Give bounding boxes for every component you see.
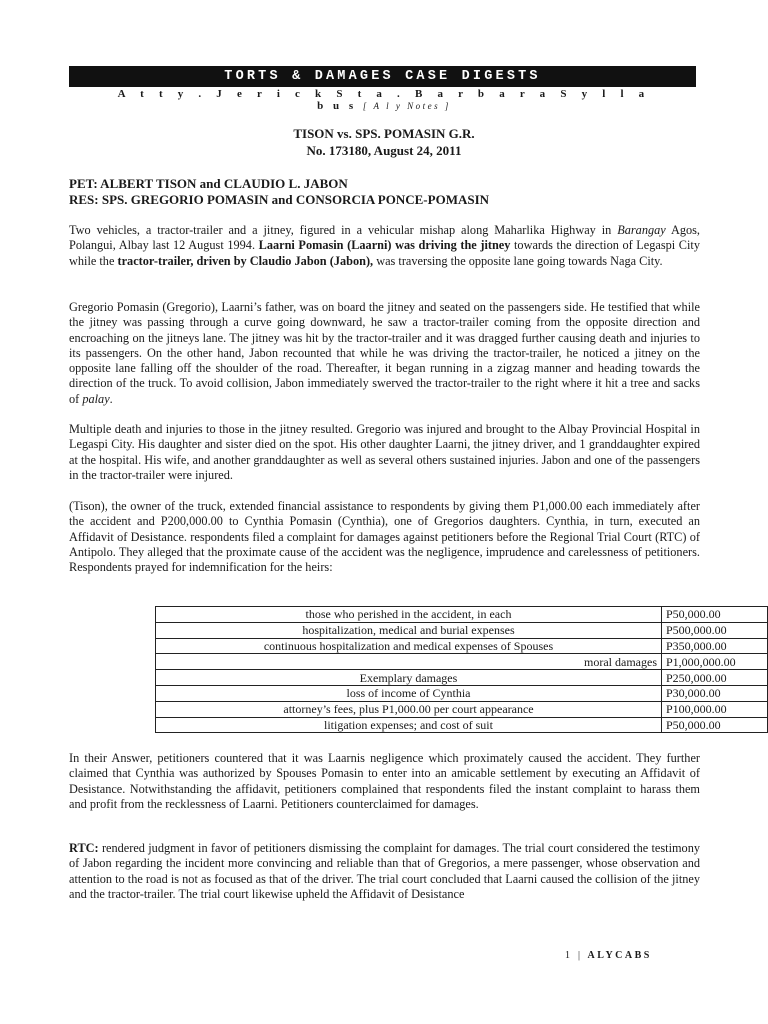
damage-item: moral damages (156, 654, 662, 670)
rtc-label: RTC: (69, 841, 99, 855)
table-row (156, 685, 768, 701)
author-line-1: A t t y . J e r i c k S t a . B a r b a r a S y l l a (117, 88, 651, 100)
damage-amount: P1,000,000.00 (662, 654, 768, 670)
author-notes: [ A l y Notes ] (362, 101, 451, 111)
page-number: 1 (565, 950, 570, 961)
paragraph-facts-3: Multiple death and injuries to those in the jitney resulted. Gregorio was injured and brought to the Albay Provincial Hospital in Legaspi City. His daughter and sister died on the spot. His other daughter Laarni, the jitney driver, and 1 granddaughter expired at the hospital. His wife, and another granddaughter as well as several others sustained injuries. Jabon and one of the passengers in the tractor-trailer were injured. (69, 422, 700, 482)
paragraph-answer: In their Answer, petitioners countered that it was Laarnis negligence which proximately caused the accident. They further claimed that Cynthia was authorized by Spouses Pomasin to enter into an amicable settlement by executing an Affidavit of Desistance. Notwithstanding the affidavit, petitioners complained that respondents filed the instant complaint to harass them and profit from the recklessness of Laarni. Petitioners counterclaimed for damages. (69, 751, 700, 811)
paragraph-facts-1: Two vehicles, a tractor-trailer and a jitney, figured in a vehicular mishap along Maharlika Highway in Barangay Agos, Polangui, Albay last 12 August 1994. Laarni Pomasin (Laarni) was driving the jitney towards the direction of Legaspi City while the tractor-trailer, driven by Claudio Jabon (Jabon), was traversing the opposite lane going towards Naga City. (69, 223, 700, 268)
parties-block (69, 176, 709, 208)
table-row (156, 654, 768, 670)
footer-brand: ALYCABS (587, 950, 652, 961)
damage-item: those who perished in the accident, in each (156, 607, 662, 623)
damage-amount: P50,000.00 (662, 717, 768, 733)
damage-amount: P100,000.00 (662, 701, 768, 717)
damage-item: hospitalization, medical and burial expenses (156, 622, 662, 638)
document-banner: TORTS & DAMAGES CASE DIGESTS (69, 66, 696, 87)
table-row (156, 717, 768, 733)
case-title: TISON vs. SPS. POMASIN G.R. (293, 126, 475, 141)
damage-item: attorney’s fees, plus P1,000.00 per court appearance (156, 701, 662, 717)
author-line-2-prefix: b u s (317, 100, 357, 112)
damage-item: loss of income of Cynthia (156, 685, 662, 701)
damage-amount: P500,000.00 (662, 622, 768, 638)
author-line-2 (0, 100, 768, 112)
paragraph-facts-2: Gregorio Pomasin (Gregorio), Laarni’s father, was on board the jitney and seated on the passengers side. He testified that while the jitney was passing through a curve going downward, he saw a tractor-trailer coming from the opposite direction and encroaching on the jitneys lane. The jitney was hit by the tractor-trailer and it was dragged further causing death and injuries to its passengers. On the other hand, Jabon recounted that while he was driving the tractor-trailer, he noticed a jitney on the opposite lane falling off the shoulder of the road. Thereafter, it began running in a zigzag manner and heading towards the direction of the truck. To avoid collision, Jabon immediately swerved the tractor-trailer to the right where it hit a tree and sacks of palay. (69, 300, 700, 406)
damage-item: continuous hospitalization and medical expenses of Spouses (156, 638, 662, 654)
damage-amount: P350,000.00 (662, 638, 768, 654)
damage-item: Exemplary damages (156, 670, 662, 686)
table-row (156, 701, 768, 717)
respondents: RES: SPS. GREGORIO POMASIN and CONSORCIA PONCE-POMASIN (69, 192, 490, 207)
table-row (156, 638, 768, 654)
case-number-date: No. 173180, August 24, 2011 (306, 143, 462, 158)
damage-amount: P250,000.00 (662, 670, 768, 686)
paragraph-facts-4: (Tison), the owner of the truck, extended financial assistance to respondents by giving them P1,000.00 each immediately after the accident and P200,000.00 to Cynthia Pomasin (Cynthia), one of Gregorios daughters. Cynthia, in turn, executed an Affidavit of Desistance. respondents filed a complaint for damages against petitioners before the Regional Trial Court (RTC) of Antipolo. They alleged that the proximate cause of the accident was the negligence, imprudence and carelessness of petitioners. Respondents prayed for indemnification for the heirs: (69, 499, 700, 575)
damages-table (155, 606, 768, 733)
table-row (156, 622, 768, 638)
damage-amount: P50,000.00 (662, 607, 768, 623)
page-footer (565, 950, 652, 961)
damage-amount: P30,000.00 (662, 685, 768, 701)
table-row (156, 670, 768, 686)
damage-item: litigation expenses; and cost of suit (156, 717, 662, 733)
petitioners: PET: ALBERT TISON and CLAUDIO L. JABON (69, 176, 348, 191)
table-row (156, 607, 768, 623)
footer-separator: | (578, 950, 581, 961)
paragraph-rtc: RTC: rendered judgment in favor of petitioners dismissing the complaint for damages. The trial court considered the testimony of Jabon regarding the incident more convincing and reliable than that of Gregorios, a mere passenger, whose observation and attention to the road is not as focused as that of the driver. The trial court concluded that Laarni caused the collision of the jitney and the tractor-trailer. The trial court likewise upheld the Affidavit of Desistance (69, 841, 700, 901)
